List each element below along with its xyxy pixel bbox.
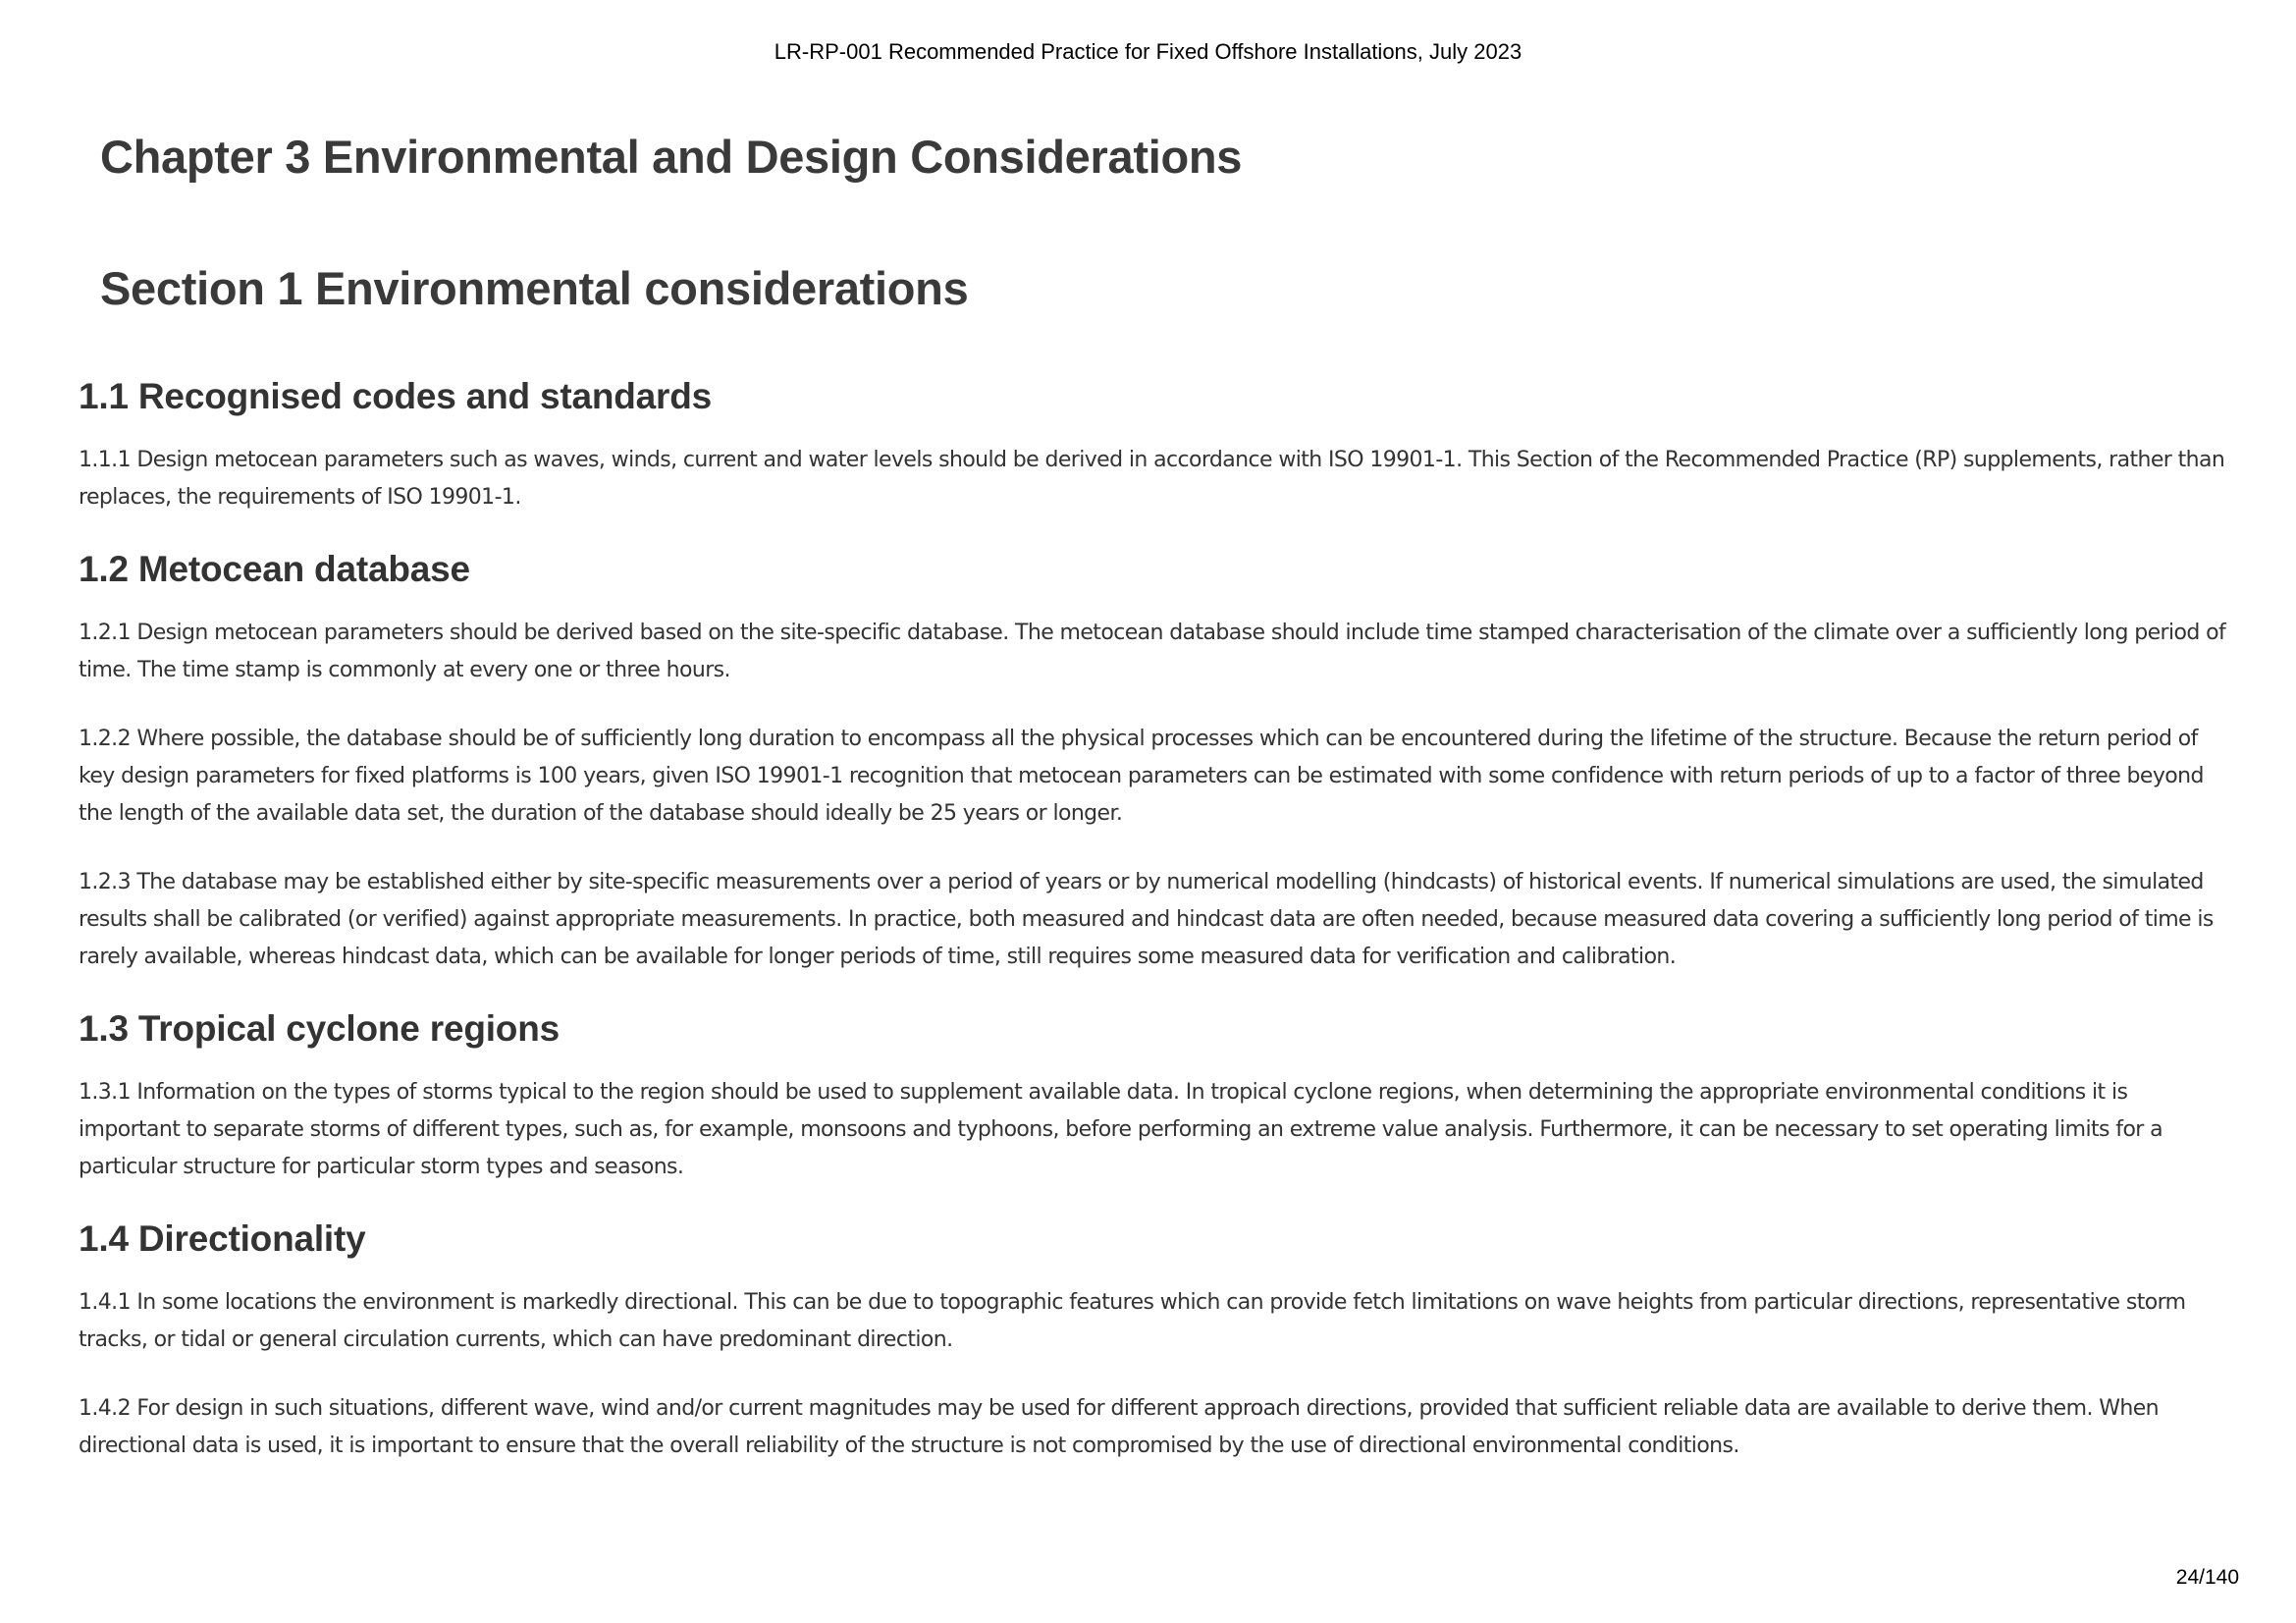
subsection-heading: 1.3 Tropical cyclone regions	[79, 1008, 560, 1049]
paragraph-1-3-1: 1.3.1 Information on the types of storms typical to the region should be used to supplement available data. In tropical cyclone regions, when determining the appropriate environmental conditions it is important to separate storms of different types, such as, for example, monsoons and typhoons, before performing an extreme value analysis. Furthermore, it can be necessary to set operating limits for a particular structure for particular storm types and seasons.	[79, 1080, 2163, 1179]
chapter-title: Chapter 3 Environmental and Design Considerations	[100, 131, 1243, 183]
section-title: Section 1 Environmental considerations	[100, 262, 969, 314]
subsection-heading: 1.1 Recognised codes and standards	[79, 376, 713, 416]
paragraph-1-4-1: 1.4.1 In some locations the environment is markedly directional. This can be due to topographic features which can provide fetch limitations on wave heights from particular directions, representative storm tracks, or tidal or general circulation currents, which can have predominant direction.	[79, 1290, 2186, 1352]
page-number: 24/140	[2175, 1566, 2239, 1589]
subsection-recognised-codes	[79, 371, 2228, 516]
paragraph-1-2-3: 1.2.3 The database may be established either by site-specific measurements over a period of years or by numerical modelling (hindcasts) of historical events. If numerical simulations are used, the simulated results shall be calibrated (or verified) against appropriate measurements. In practice, both measured and hindcast data are often needed, because measured data covering a sufficiently long period of time is rarely available, whereas hindcast data, which can be available for longer periods of time, still requires some measured data for verification and calibration.	[79, 870, 2214, 969]
running-header: LR-RP-001 Recommended Practice for Fixed Offshore Installations, July 2023	[774, 39, 1522, 64]
paragraph-1-1-1: 1.1.1 Design metocean parameters such as waves, winds, current and water levels should be derived in accordance with ISO 19901-1. This Section of the Recommended Practice (RP) supplements, rather than replaces, the requirements of ISO 19901-1.	[79, 448, 2225, 510]
paragraph-1-4-2: 1.4.2 For design in such situations, different wave, wind and/or current magnitudes may be used for different approach directions, provided that sufficient reliable data are available to derive them. When directional data is used, it is important to ensure that the overall reliability of the structure is not compromised by the use of directional environmental conditions.	[79, 1396, 2160, 1458]
subsection-metocean-database	[79, 544, 2228, 976]
subsection-tropical-cyclone	[79, 1003, 2228, 1186]
subsection-heading: 1.2 Metocean database	[79, 549, 470, 589]
subsection-directionality	[79, 1214, 2228, 1465]
paragraph-1-2-1: 1.2.1 Design metocean parameters should be derived based on the site-specific database. The metocean database should include time stamped characterisation of the climate over a sufficiently long period of time. The time stamp is commonly at every one or three hours.	[79, 621, 2226, 682]
subsection-heading: 1.4 Directionality	[79, 1218, 366, 1259]
paragraph-1-2-2: 1.2.2 Where possible, the database should be of sufficiently long duration to encompass all the physical processes which can be encountered during the lifetime of the structure. Because the return period of key design parameters for fixed platforms is 100 years, given ISO 19901-1 recognition that metocean parameters can be estimated with some confidence with return periods of up to a factor of three beyond the length of the available data set, the duration of the database should ideally be 25 years or longer.	[79, 727, 2204, 826]
document-body	[79, 371, 2228, 1492]
